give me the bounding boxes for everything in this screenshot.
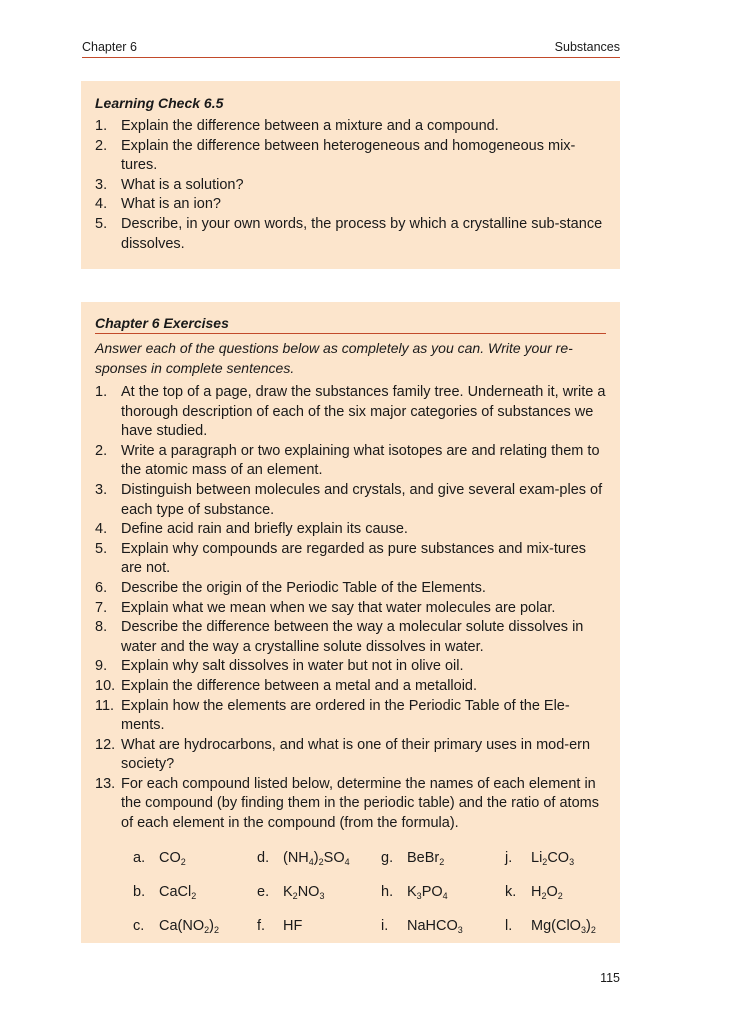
exercises-box xyxy=(81,302,620,943)
compound-letter: g. xyxy=(381,849,394,866)
compound-item xyxy=(257,847,381,873)
question-item xyxy=(95,137,606,176)
formula-text: SO xyxy=(323,849,345,866)
formula-subscript: 4 xyxy=(344,856,350,867)
formula-text: Ca(NO xyxy=(159,917,205,934)
compound-formula xyxy=(159,915,219,941)
formula-text: ) xyxy=(585,917,591,934)
question-text: What are hydrocarbons, and what is one of their primary uses in mod-ern society? xyxy=(121,736,591,773)
question-number: 3. xyxy=(95,176,108,193)
compound-item xyxy=(381,881,505,907)
formula-text: O xyxy=(546,883,558,900)
formula-subscript: 2 xyxy=(180,856,186,867)
compound-formula xyxy=(407,881,448,907)
question-number: 5. xyxy=(95,215,108,232)
formula-subscript: 2 xyxy=(204,924,210,935)
question-item xyxy=(95,540,606,579)
formula-text: (NH xyxy=(283,849,309,866)
compound-letter: h. xyxy=(381,883,394,900)
question-text: Describe, in your own words, the process by which a crystalline sub-stance dissolves. xyxy=(121,215,603,252)
compound-letter: a. xyxy=(133,849,146,866)
formula-subscript: 2 xyxy=(213,924,219,935)
question-text: For each compound listed below, determine the names of each element in the compound (by finding them in the periodic table) and the ratio of atoms of each element in the compound (from the formula). xyxy=(121,775,599,832)
compound-letter: i. xyxy=(381,917,389,934)
question-item xyxy=(95,383,606,442)
question-item xyxy=(95,215,606,254)
question-item xyxy=(95,481,606,520)
formula-text: CaCl xyxy=(159,883,192,900)
question-text: Explain why salt dissolves in water but not in olive oil. xyxy=(121,658,464,675)
formula-subscript: 3 xyxy=(416,890,422,901)
question-text: Explain the difference between a metal and a metalloid. xyxy=(121,677,478,694)
compound-letter: j. xyxy=(505,849,513,866)
formula-text: CO xyxy=(159,849,181,866)
formula-text: H xyxy=(531,883,542,900)
formula-text: ) xyxy=(209,917,214,934)
running-header xyxy=(82,38,620,58)
compound-formula xyxy=(283,847,350,873)
section-label: Substances xyxy=(554,40,620,54)
question-item xyxy=(95,176,606,196)
formula-text: NaHCO xyxy=(407,917,458,934)
compound-item xyxy=(257,915,381,941)
question-text: Describe the difference between the way a molecular solute dissolves in water and the way a crystalline solute dissolves in water. xyxy=(121,619,584,655)
compound-letter: b. xyxy=(133,883,146,900)
compound-item xyxy=(505,881,629,907)
question-text: What is an ion? xyxy=(121,196,221,213)
formula-subscript: 3 xyxy=(569,856,575,867)
learning-check-title: Learning Check 6.5 xyxy=(95,95,224,111)
compound-letter: l. xyxy=(505,917,513,934)
question-number: 4. xyxy=(95,196,108,213)
question-number: 13. xyxy=(95,775,116,792)
formula-subscript: 3 xyxy=(457,924,463,935)
formula-text: NO xyxy=(297,883,320,900)
question-item xyxy=(95,736,606,775)
formula-text: Li xyxy=(531,849,543,866)
compound-formula xyxy=(407,847,444,873)
formula-subscript: 4 xyxy=(308,856,314,867)
compound-formula xyxy=(407,915,463,941)
compound-item xyxy=(505,847,629,873)
compound-grid xyxy=(133,847,606,941)
exercises-list xyxy=(95,383,606,834)
compound-item xyxy=(381,847,505,873)
page-number: 115 xyxy=(600,971,620,985)
compound-formula xyxy=(531,847,574,873)
question-item xyxy=(95,520,606,540)
formula-subscript: 2 xyxy=(439,856,445,867)
question-text: At the top of a page, draw the substances family tree. Underneath it, write a thorough description of each of the six major categories of substances we have studied. xyxy=(121,384,606,440)
compound-item xyxy=(133,915,257,941)
compound-letter: e. xyxy=(257,883,270,900)
compound-letter: c. xyxy=(133,917,145,934)
question-number: 12. xyxy=(95,736,116,753)
question-number: 11. xyxy=(95,697,115,714)
question-text: Describe the origin of the Periodic Table of the Elements. xyxy=(121,579,486,596)
question-text: Explain why compounds are regarded as pure substances and mix-tures are not. xyxy=(121,540,587,577)
question-number: 10. xyxy=(95,677,116,694)
question-number: 6. xyxy=(95,579,108,596)
formula-subscript: 4 xyxy=(442,890,448,901)
compound-item xyxy=(257,881,381,907)
question-text: Explain the difference between a mixture and a compound. xyxy=(121,118,499,134)
question-item xyxy=(95,117,606,137)
compound-formula xyxy=(531,881,563,907)
formula-subscript: 2 xyxy=(590,924,596,935)
question-number: 4. xyxy=(95,521,108,538)
compound-letter: f. xyxy=(257,917,266,934)
formula-subscript: 2 xyxy=(318,856,324,867)
formula-text: PO xyxy=(421,883,443,900)
formula-text: CO xyxy=(547,849,570,866)
question-item xyxy=(95,657,606,677)
compound-letter: k. xyxy=(505,883,517,900)
question-item xyxy=(95,599,606,619)
learning-check-list xyxy=(95,117,606,254)
question-number: 1. xyxy=(95,384,108,400)
question-text: Explain how the elements are ordered in the Periodic Table of the Ele-ments. xyxy=(121,697,570,734)
compound-formula xyxy=(531,915,596,941)
learning-check-box xyxy=(81,81,620,269)
compound-formula xyxy=(283,881,324,907)
formula-text: BeBr xyxy=(407,849,440,866)
compound-formula xyxy=(159,881,196,907)
compound-letter: d. xyxy=(257,849,270,866)
question-text: Distinguish between molecules and crystals, and give several exam-ples of each type of substance. xyxy=(121,481,603,518)
question-text: Explain the difference between heterogeneous and homogeneous mix-tures. xyxy=(121,137,576,174)
formula-subscript: 2 xyxy=(542,856,548,867)
question-number: 5. xyxy=(95,540,108,557)
formula-subscript: 2 xyxy=(191,890,197,901)
formula-subscript: 3 xyxy=(580,924,586,935)
question-text: What is a solution? xyxy=(121,176,244,193)
question-item xyxy=(95,579,606,599)
formula-text: K xyxy=(283,883,293,900)
question-item xyxy=(95,442,606,481)
question-number: 9. xyxy=(95,658,108,675)
question-number: 7. xyxy=(95,599,108,616)
formula-text: Mg(ClO xyxy=(531,917,581,934)
exercises-intro: Answer each of the questions below as completely as you can. Write your re-sponses in complete sentences. xyxy=(95,340,573,376)
formula-subscript: 2 xyxy=(557,890,563,901)
formula-subscript: 2 xyxy=(292,890,298,901)
question-item xyxy=(95,677,606,697)
compound-item xyxy=(133,847,257,873)
formula-text: K xyxy=(407,883,417,900)
formula-subscript: 2 xyxy=(541,890,547,901)
question-number: 2. xyxy=(95,137,108,154)
compound-item xyxy=(505,915,629,941)
question-number: 2. xyxy=(95,442,108,459)
question-number: 1. xyxy=(95,118,108,134)
question-item xyxy=(95,775,606,834)
question-item xyxy=(95,697,606,736)
question-number: 3. xyxy=(95,481,108,498)
compound-item xyxy=(133,881,257,907)
question-text: Write a paragraph or two explaining what isotopes are and relating them to the atomic mass of an element. xyxy=(121,442,600,479)
exercises-title: Chapter 6 Exercises xyxy=(95,313,606,334)
formula-subscript: 3 xyxy=(319,890,325,901)
formula-text: HF xyxy=(283,917,303,934)
question-text: Define acid rain and briefly explain its cause. xyxy=(121,521,408,538)
question-item xyxy=(95,195,606,215)
chapter-label: Chapter 6 xyxy=(82,40,137,54)
question-item xyxy=(95,618,606,657)
formula-text: ) xyxy=(313,849,319,866)
question-number: 8. xyxy=(95,619,108,636)
compound-item xyxy=(381,915,505,941)
question-text: Explain what we mean when we say that water molecules are polar. xyxy=(121,599,556,616)
compound-formula xyxy=(283,915,302,941)
compound-formula xyxy=(159,847,186,873)
